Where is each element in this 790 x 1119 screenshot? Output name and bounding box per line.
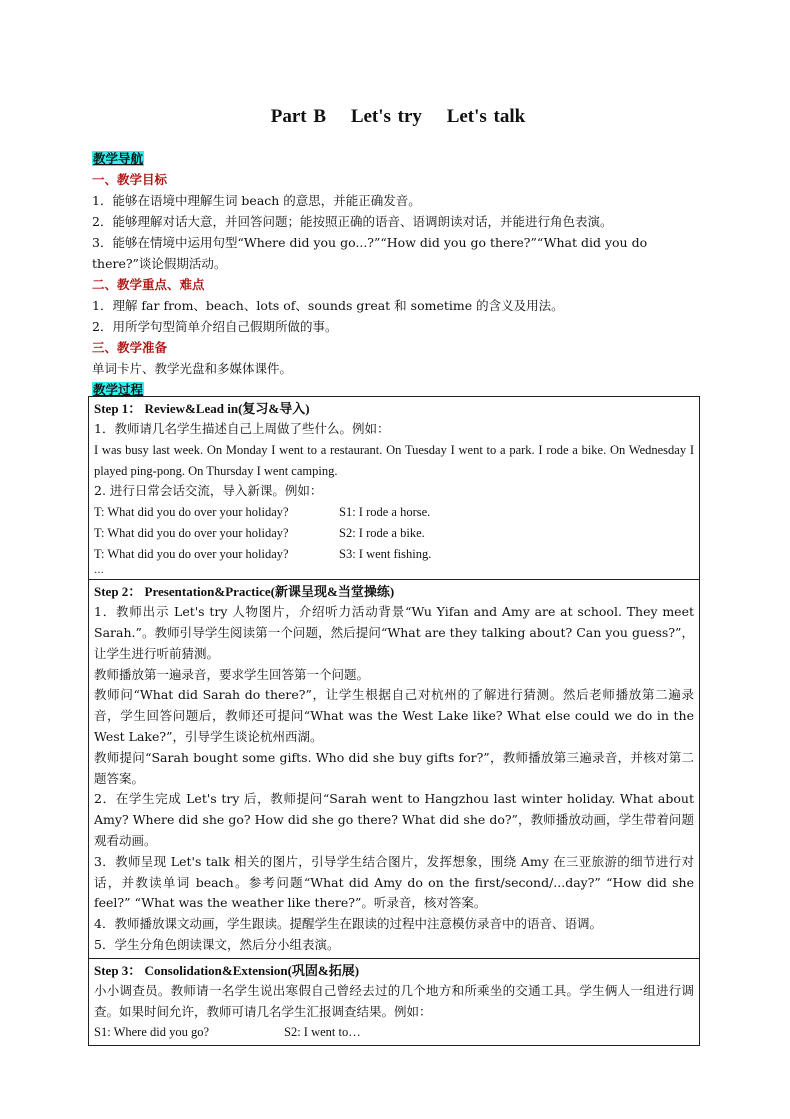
step2-para: 1．教师出示 Let's try 人物图片，介绍听力活动背景“Wu Yifan and Amy are at school. They meet Sarah.”。教师引导学生阅读第一个问题，然后提问“What are they talking about? Can you guess?”，让学生进行听前猜测。 bbox=[94, 604, 694, 661]
step2-para: 2．在学生完成 Let's try 后，教师提问“Sarah went to Hangzhou last winter holiday. What about Amy? Where did she go? How did she go there? What did she do?”，教师播放动画，学生带着问题观看动画。 bbox=[94, 791, 694, 848]
goal-item: 2．能够理解对话大意，并回答问题；能按照正确的语音、语调朗读对话，并能进行角色表演。 bbox=[92, 214, 613, 229]
dialog-student: S2: I rode a bike. bbox=[339, 526, 425, 541]
process-table bbox=[88, 396, 700, 1046]
step1-cell bbox=[89, 397, 700, 580]
title-lets-try: Let's try bbox=[350, 106, 422, 127]
step1-p1: 1．教师请几名学生描述自己上周做了些什么。例如： bbox=[94, 421, 390, 436]
keypoint-item: 1．理解 far from、beach、lots of、sounds great 和 sometime 的含义及用法。 bbox=[92, 298, 564, 313]
step1-ellipsis: … bbox=[94, 565, 104, 577]
dialog-row bbox=[94, 523, 694, 544]
step2-para: 教师问“What did Sarah do there?”，让学生根据自己对杭州的了解进行猜测。然后老师播放第二遍录音，学生回答问题后，教师还可提问“What was the West Lake like? What else could we do in the West Lake?”，引导学生谈论杭州西湖。 bbox=[94, 687, 694, 744]
step2-para: 5．学生分角色朗读课文，然后分小组表演。 bbox=[94, 936, 340, 952]
step1-p2: I was busy last week. On Monday I went to a restaurant. On Tuesday I went to a park. I rode a bike. On Wednesday I played ping-pong. On Thursday I went camping. bbox=[94, 442, 694, 478]
step2-para: 3．教师呈现 Let's talk 相关的图片，引导学生结合图片，发挥想象，围绕 Amy 在三亚旅游的细节进行对话，并教读单词 beach。参考问题“What did Amy do on the first/second/...day?” “How did she feel?” “What was the weather like there?”。听录音，核对答案。 bbox=[94, 853, 694, 911]
step2-title: Step 2： Presentation&Practice(新课呈现&当堂操练) bbox=[94, 584, 395, 600]
step3-title: Step 3： Consolidation&Extension(巩固&拓展) bbox=[94, 962, 360, 978]
title-lets-talk: Let's talk bbox=[446, 106, 526, 127]
step2-para: 教师提问“Sarah bought some gifts. Who did she buy gifts for?”，教师播放第三遍录音，并核对第二题答案。 bbox=[94, 749, 694, 786]
prep-heading: 三、教学准备 bbox=[92, 340, 168, 355]
guide-section bbox=[92, 148, 704, 400]
page-title bbox=[92, 106, 704, 128]
dialog-row bbox=[94, 544, 694, 565]
step1-p3: 2. 进行日常会话交流，导入新课。例如： bbox=[94, 483, 323, 499]
dialog-row bbox=[94, 1022, 694, 1043]
dialog-teacher: T: What did you do over your holiday? bbox=[94, 526, 289, 541]
dialog-s2: S2: I went to… bbox=[284, 1025, 361, 1040]
title-part: Part B bbox=[270, 106, 327, 127]
step-row bbox=[89, 958, 700, 1046]
prep-item: 单词卡片、教学光盘和多媒体课件。 bbox=[92, 361, 293, 376]
step2-para: 4．教师播放课文动画，学生跟读。提醒学生在跟读的过程中注意模仿录音中的语音、语调。 bbox=[94, 916, 602, 932]
keypoints-heading: 二、教学重点、难点 bbox=[92, 277, 205, 292]
step2-para: 教师播放第一遍录音，要求学生回答第一个问题。 bbox=[94, 666, 370, 682]
guide-label: 教学导航 bbox=[93, 151, 144, 166]
process-label: 教学过程 bbox=[93, 382, 144, 397]
step-row bbox=[89, 580, 700, 959]
dialog-teacher: T: What did you do over your holiday? bbox=[94, 505, 289, 520]
step2-cell bbox=[89, 580, 700, 959]
goal-item: 3．能够在情境中运用句型“Where did you go...?”“How did you go there?”“What did you do there?”谈论假期活动。 bbox=[92, 235, 648, 271]
step3-p1: 小小调查员。教师请一名学生说出寒假自己曾经去过的几个地方和所乘坐的交通工具。学生俩人一组进行调查。如果时间允许，教师可请几名学生汇报调查结果。例如： bbox=[94, 982, 694, 1019]
step-row bbox=[89, 397, 700, 580]
dialog-row bbox=[94, 502, 694, 523]
dialog-teacher: T: What did you do over your holiday? bbox=[94, 547, 289, 562]
goal-item: 1．能够在语境中理解生词 beach 的意思，并能正确发音。 bbox=[92, 193, 421, 208]
dialog-student: S1: I rode a horse. bbox=[339, 505, 431, 520]
step1-title: Step 1： Review&Lead in(复习&导入) bbox=[94, 401, 310, 416]
keypoint-item: 2．用所学句型简单介绍自己假期所做的事。 bbox=[92, 319, 338, 334]
dialog-student: S3: I went fishing. bbox=[339, 547, 432, 562]
goals-heading: 一、教学目标 bbox=[92, 172, 168, 187]
step3-cell bbox=[89, 958, 700, 1046]
dialog-s1: S1: Where did you go? bbox=[94, 1025, 210, 1040]
